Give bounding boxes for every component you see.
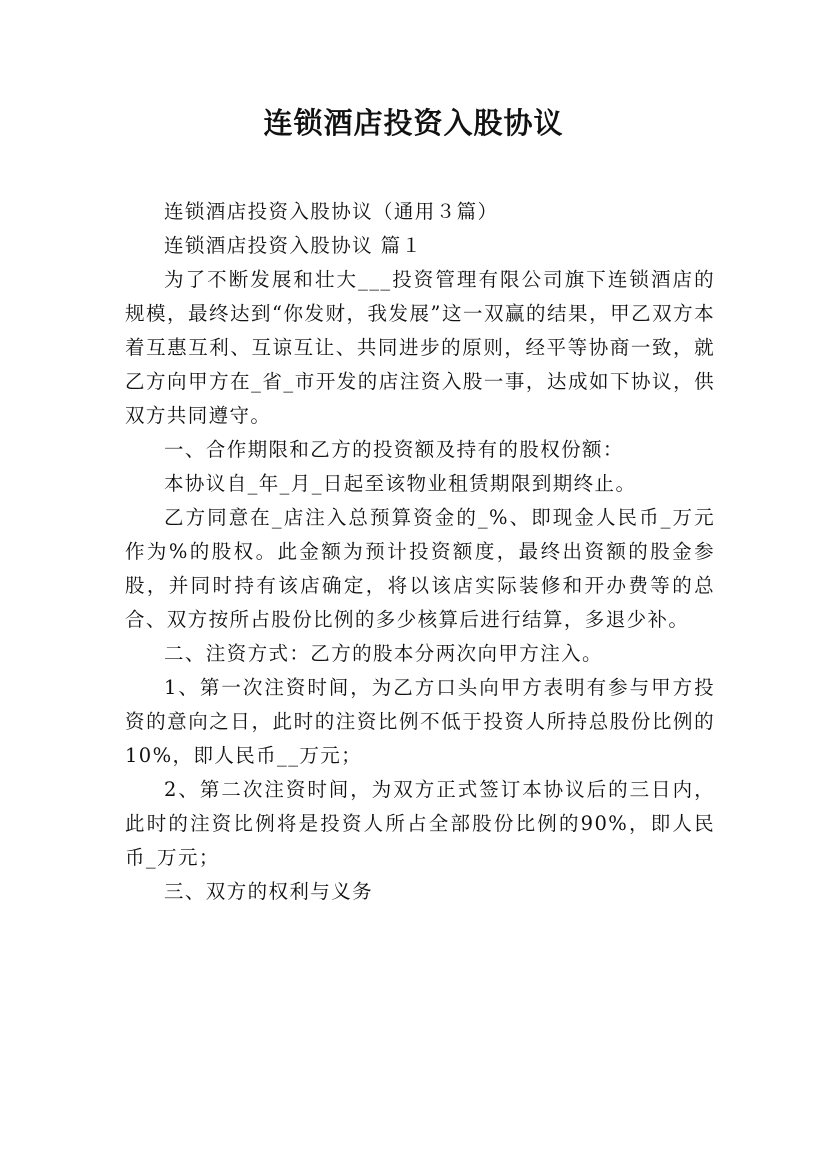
subtitle-paragraph: 连锁酒店投资入股协议（通用３篇） [164,200,499,223]
term-paragraph: 本协议自_年_月_日起至该物业租赁期限到期终止。 [164,472,637,495]
document-body [125,195,715,909]
clause-heading-1: 一、合作期限和乙方的投资额及持有的股权份额： [164,438,624,461]
second-injection-paragraph: 2、第二次注资时间，为双方正式签订本协议后的三日内，此时的注资比例将是投资人所占全部股份比例的90%，即人民币_万元； [125,778,715,869]
first-injection-paragraph: 1、第一次注资时间，为乙方口头向甲方表明有参与甲方投资的意向之日，此时的注资比例不低于投资人所持总股份比例的10%，即人民币__万元； [125,676,715,767]
clause-heading-2: 二、注资方式：乙方的股本分两次向甲方注入。 [164,642,603,665]
clause-heading-3: 三、双方的权利与义务 [164,880,374,903]
section-heading: 连锁酒店投资入股协议 篇１ [164,234,423,257]
investment-paragraph: 乙方同意在_店注入总预算资金的_%、即现金人民币_万元作为%的股权。此金额为预计投资额度，最终出资额的股金参股，并同时持有该店确定，将以该店实际装修和开办费等的总合、双方按所占股份比例的多少核算后进行结算，多退少补。 [125,506,715,631]
document-title: 连锁酒店投资入股协议 [263,106,564,140]
intro-paragraph: 为了不断发展和壮大___投资管理有限公司旗下连锁酒店的规模，最终达到“你发财，我发展”这一双赢的结果，甲乙双方本着互惠互利、互谅互让、共同进步的原则，经平等协商一致，就乙方向甲方在_省_市开发的店注资入股一事，达成如下协议，供双方共同遵守。 [125,268,715,427]
